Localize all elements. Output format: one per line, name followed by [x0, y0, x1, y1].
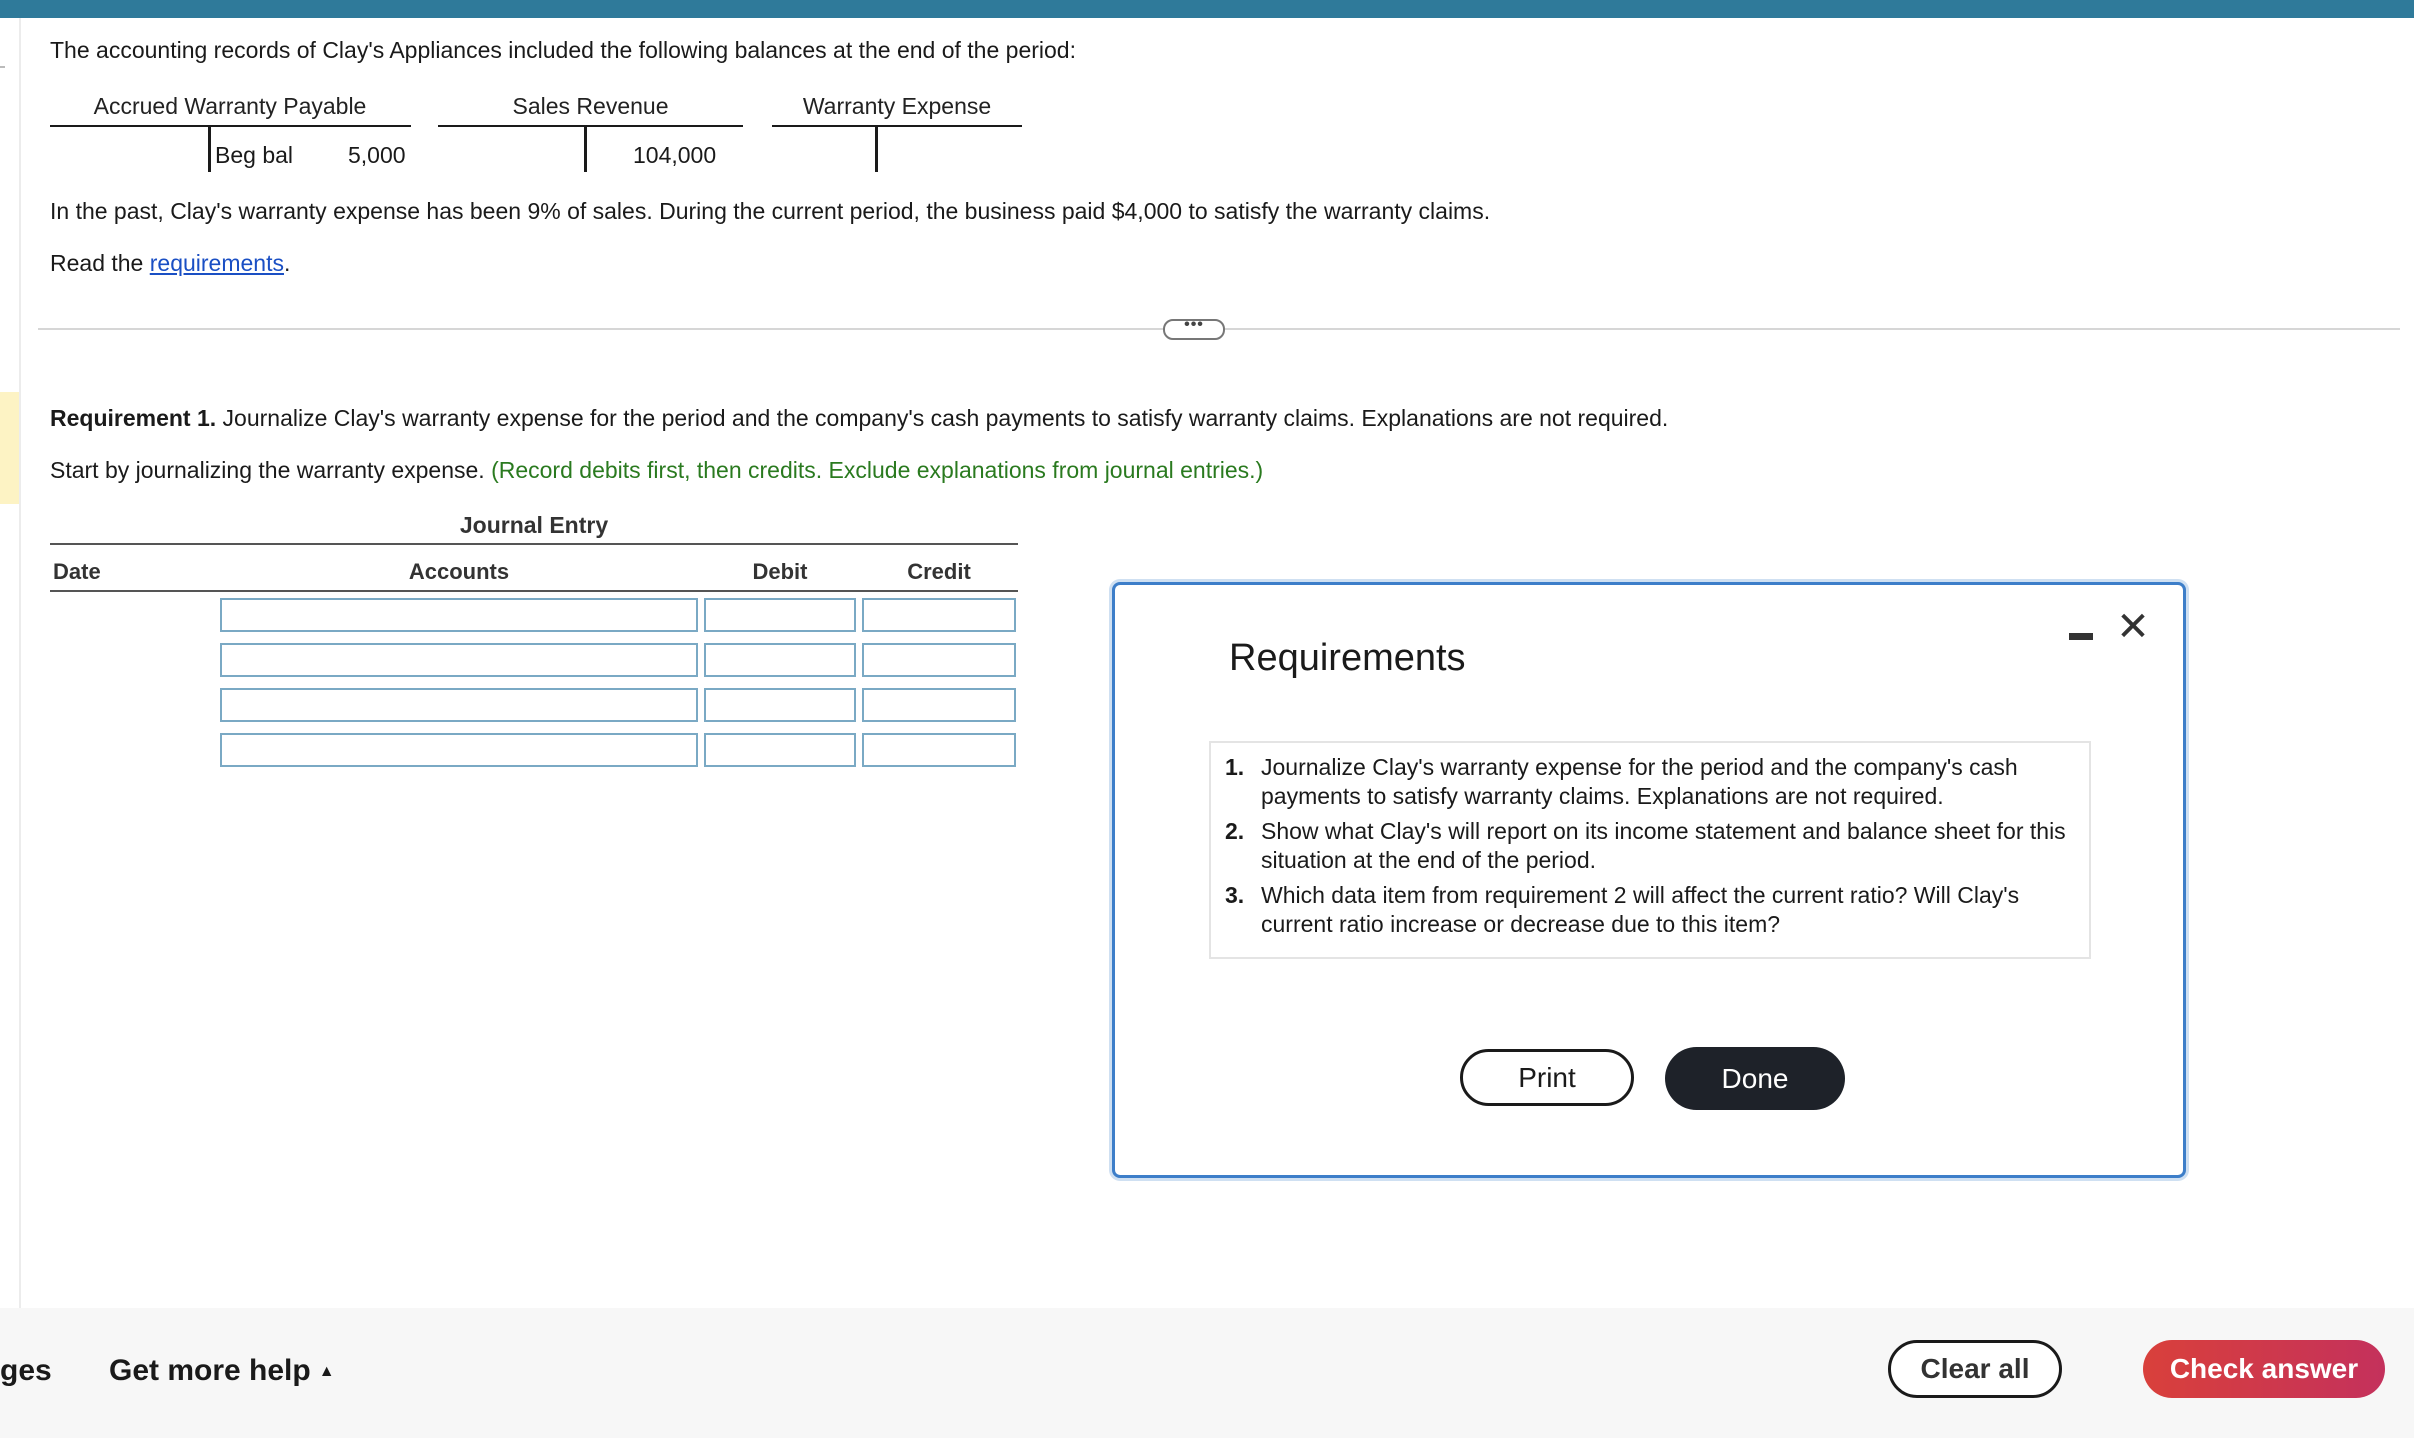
journal-head-rule: [50, 590, 1018, 592]
left-rule: [19, 18, 21, 1308]
close-icon[interactable]: ✕: [2116, 605, 2150, 649]
sales-revenue-value: 104,000: [633, 142, 717, 168]
t-account-stem: [584, 126, 587, 172]
journal-title: Journal Entry: [459, 512, 609, 538]
credit-input[interactable]: [862, 643, 1016, 677]
beg-bal-label: Beg bal: [215, 142, 294, 168]
requirement-1-label: Requirement 1.: [50, 405, 217, 431]
get-more-help-button[interactable]: [109, 1354, 335, 1388]
requirements-dialog: [1112, 582, 2186, 1178]
debit-input[interactable]: [704, 643, 856, 677]
item-text: Show what Clay's will report on its income statement and balance sheet for this situation at the end of the period.: [1261, 818, 2066, 873]
beg-bal-value: 5,000: [348, 142, 406, 168]
t-account-crossbar: [438, 125, 743, 127]
requirement-1-text: [50, 405, 1668, 432]
col-debit: Debit: [752, 559, 808, 584]
account-input[interactable]: [220, 688, 698, 722]
col-credit: Credit: [907, 559, 971, 584]
dialog-title: Requirements: [1229, 637, 1466, 679]
list-item: [1225, 817, 2075, 875]
instruction-text: (Record debits first, then credits. Exclude explanations from journal entries.): [491, 457, 1264, 483]
journal-top-rule: [50, 543, 1018, 545]
check-answer-button[interactable]: Check answer: [2143, 1340, 2385, 1398]
help-label: Get more help: [109, 1354, 311, 1387]
t-account-title: Accrued Warranty Payable: [93, 93, 367, 119]
requirements-list: [1209, 741, 2091, 959]
t-account-stem: [875, 126, 878, 172]
col-accounts: Accounts: [408, 559, 510, 584]
top-bar: [0, 0, 2414, 18]
start-text-body: Start by journalizing the warranty expense.: [50, 457, 492, 483]
requirements-link[interactable]: requirements: [149, 250, 284, 276]
intro-text: The accounting records of Clay's Appliances included the following balances at the end of the period:: [50, 37, 1076, 63]
requirement-1-body: Journalize Clay's warranty expense for the period and the company's cash payments to satisfy warranty claims. Explanations are not required.: [216, 405, 1669, 431]
t-account-title: Sales Revenue: [512, 93, 669, 119]
read-requirements-line: [50, 250, 290, 277]
done-button[interactable]: Done: [1665, 1047, 1845, 1110]
minimize-icon[interactable]: [2069, 633, 2093, 640]
footer-partial-label[interactable]: ges: [0, 1354, 52, 1387]
requirement-accent: [0, 392, 19, 504]
expand-dots-button[interactable]: •••: [1163, 319, 1225, 340]
item-number: 3.: [1225, 882, 1245, 908]
account-input[interactable]: [220, 598, 698, 632]
t-account-crossbar: [50, 125, 411, 127]
t-account-stem: [208, 126, 211, 172]
col-date: Date: [53, 559, 101, 584]
item-number: 2.: [1225, 818, 1245, 844]
read-prefix: Read the: [50, 250, 150, 276]
debit-input[interactable]: [704, 598, 856, 632]
credit-input[interactable]: [862, 598, 1016, 632]
past-text: In the past, Clay's warranty expense has been 9% of sales. During the current period, the business paid $4,000 to satisfy the warranty claims.: [50, 198, 1491, 224]
account-input[interactable]: [220, 643, 698, 677]
clear-all-button[interactable]: Clear all: [1888, 1340, 2062, 1398]
start-text: [50, 457, 1263, 484]
list-item: [1225, 881, 2075, 939]
left-tick: [0, 66, 5, 68]
debit-input[interactable]: [704, 688, 856, 722]
t-account-crossbar: [772, 125, 1022, 127]
read-suffix: .: [283, 250, 291, 276]
credit-input[interactable]: [862, 688, 1016, 722]
account-input[interactable]: [220, 733, 698, 767]
list-item: [1225, 753, 2075, 811]
item-text: Journalize Clay's warranty expense for the period and the company's cash payments to satisfy warranty claims. Explanations are not required.: [1261, 754, 2018, 809]
item-text: Which data item from requirement 2 will affect the current ratio? Will Clay's current ratio increase or decrease due to this item?: [1261, 882, 2020, 937]
item-number: 1.: [1225, 754, 1245, 780]
print-button[interactable]: Print: [1460, 1049, 1634, 1106]
credit-input[interactable]: [862, 733, 1016, 767]
caret-up-icon: ▲: [318, 1363, 335, 1381]
t-account-title: Warranty Expense: [802, 93, 992, 119]
debit-input[interactable]: [704, 733, 856, 767]
